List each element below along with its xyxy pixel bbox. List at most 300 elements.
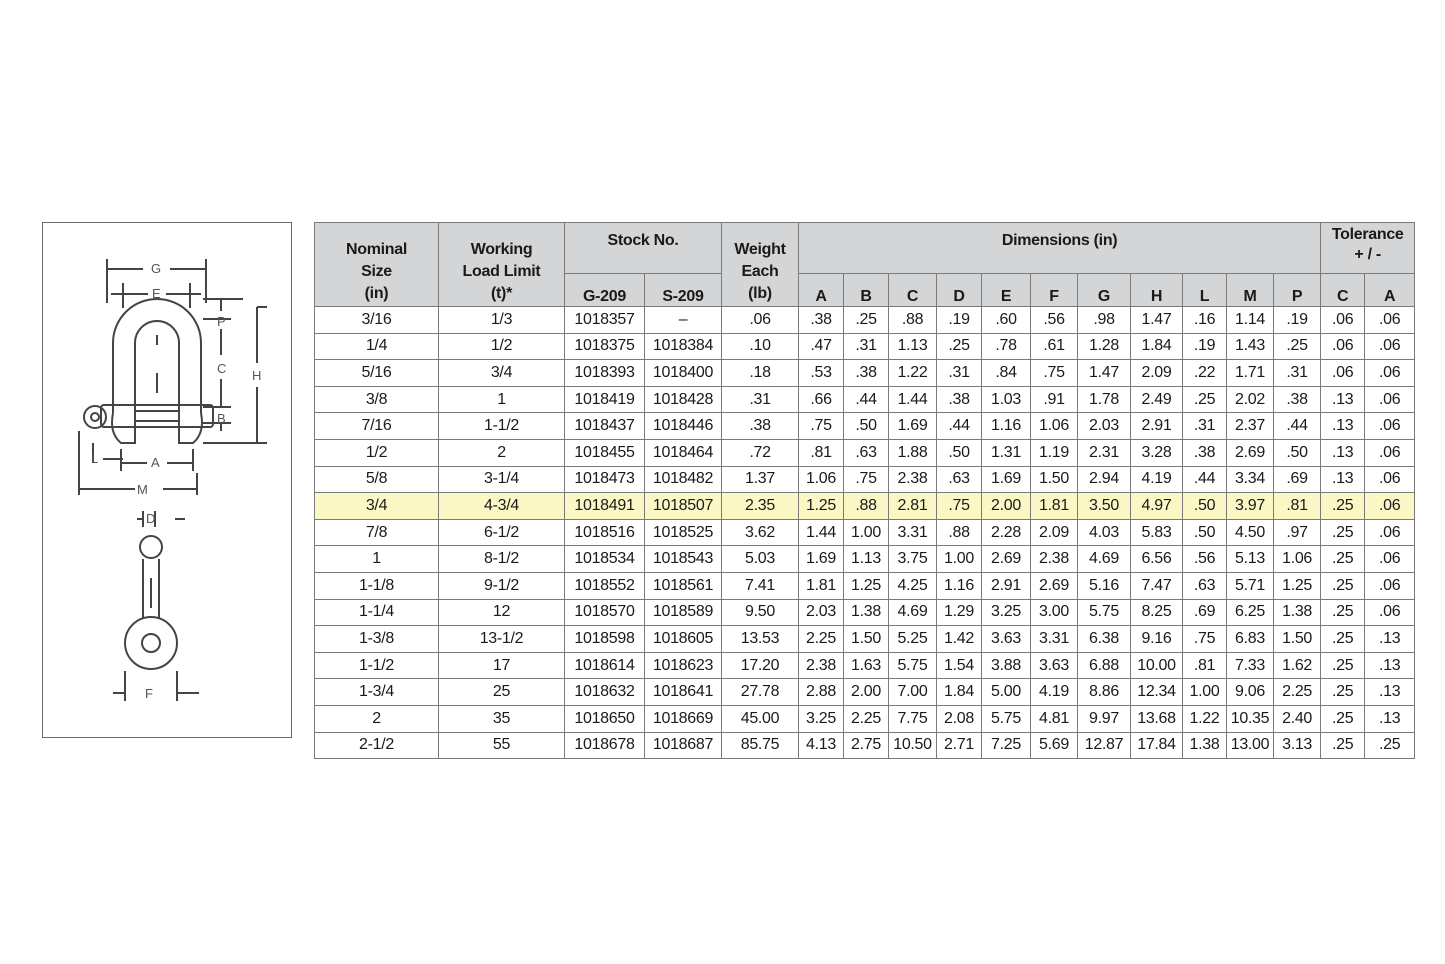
cell-dim-p: 1.06 [1274, 546, 1321, 573]
cell-dim-l: .44 [1183, 466, 1227, 493]
cell-dim-h: 12.34 [1131, 679, 1183, 706]
cell-g209: 1018516 [565, 519, 645, 546]
cell-dim-g: 6.88 [1078, 652, 1131, 679]
cell-dim-m: 1.43 [1227, 333, 1274, 360]
diagram-label-e: E [152, 286, 161, 301]
cell-dim-m: 5.13 [1227, 546, 1274, 573]
cell-dim-d: 1.00 [937, 546, 982, 573]
cell-dim-c: 7.00 [889, 679, 937, 706]
header-nominal-size-line3: (in) [364, 285, 389, 302]
cell-wll: 1-1/2 [439, 413, 565, 440]
cell-dim-g: 1.47 [1078, 360, 1131, 387]
cell-wll: 35 [439, 705, 565, 732]
cell-dim-a: 1.69 [799, 546, 844, 573]
cell-dim-h: 8.25 [1131, 599, 1183, 626]
cell-dim-h: 3.28 [1131, 439, 1183, 466]
cell-size: 5/8 [315, 466, 439, 493]
cell-dim-p: 1.62 [1274, 652, 1321, 679]
cell-wll: 6-1/2 [439, 519, 565, 546]
cell-dim-c: 4.69 [889, 599, 937, 626]
cell-dim-e: 3.88 [982, 652, 1031, 679]
diagram-label-d: D [146, 511, 156, 526]
table-row [315, 679, 1415, 706]
cell-dim-b: 1.25 [844, 572, 889, 599]
cell-dim-l: .19 [1183, 333, 1227, 360]
cell-dim-a: 2.03 [799, 599, 844, 626]
cell-dim-a: .53 [799, 360, 844, 387]
cell-dim-g: 2.31 [1078, 439, 1131, 466]
cell-dim-f: 1.81 [1031, 493, 1078, 520]
cell-weight: 45.00 [722, 705, 799, 732]
cell-dim-a: .81 [799, 439, 844, 466]
cell-s209: 1018428 [645, 386, 722, 413]
cell-dim-c: 1.13 [889, 333, 937, 360]
cell-wll: 13-1/2 [439, 626, 565, 653]
cell-dim-e: 2.00 [982, 493, 1031, 520]
cell-dim-h: 1.47 [1131, 307, 1183, 334]
cell-tol-a: .25 [1365, 732, 1415, 759]
cell-dim-e: 1.03 [982, 386, 1031, 413]
cell-tol-c: .25 [1321, 705, 1365, 732]
table-row [315, 626, 1415, 653]
header-nominal-size [315, 223, 439, 307]
cell-g209: 1018552 [565, 572, 645, 599]
cell-dim-h: 2.09 [1131, 360, 1183, 387]
cell-dim-b: .38 [844, 360, 889, 387]
header-dim-m: M [1227, 274, 1274, 307]
cell-dim-f: 3.00 [1031, 599, 1078, 626]
cell-dim-g: 4.03 [1078, 519, 1131, 546]
table-row [315, 439, 1415, 466]
cell-dim-m: 5.71 [1227, 572, 1274, 599]
cell-s209: 1018641 [645, 679, 722, 706]
cell-tol-a: .13 [1365, 679, 1415, 706]
cell-dim-p: .81 [1274, 493, 1321, 520]
cell-dim-f: 2.69 [1031, 572, 1078, 599]
header-dimensions: Dimensions (in) [799, 223, 1321, 274]
cell-weight: 27.78 [722, 679, 799, 706]
header-dim-g: G [1078, 274, 1131, 307]
cell-g209: 1018614 [565, 652, 645, 679]
cell-dim-d: 1.29 [937, 599, 982, 626]
cell-dim-c: 7.75 [889, 705, 937, 732]
cell-dim-p: 1.38 [1274, 599, 1321, 626]
cell-tol-c: .13 [1321, 466, 1365, 493]
cell-dim-e: .60 [982, 307, 1031, 334]
cell-size: 3/8 [315, 386, 439, 413]
cell-dim-g: .98 [1078, 307, 1131, 334]
cell-s209: 1018464 [645, 439, 722, 466]
cell-dim-h: 13.68 [1131, 705, 1183, 732]
cell-tol-c: .06 [1321, 307, 1365, 334]
cell-size: 7/8 [315, 519, 439, 546]
cell-tol-a: .13 [1365, 626, 1415, 653]
cell-tol-c: .25 [1321, 519, 1365, 546]
cell-g209: 1018357 [565, 307, 645, 334]
cell-dim-b: .25 [844, 307, 889, 334]
cell-dim-l: .22 [1183, 360, 1227, 387]
cell-g209: 1018455 [565, 439, 645, 466]
cell-dim-a: 2.25 [799, 626, 844, 653]
header-g209: G-209 [565, 274, 645, 307]
cell-dim-a: 1.81 [799, 572, 844, 599]
cell-dim-m: 1.71 [1227, 360, 1274, 387]
cell-tol-a: .13 [1365, 705, 1415, 732]
cell-s209: – [645, 307, 722, 334]
cell-wll: 1/2 [439, 333, 565, 360]
cell-dim-e: 7.25 [982, 732, 1031, 759]
cell-dim-l: .75 [1183, 626, 1227, 653]
cell-dim-e: 5.75 [982, 705, 1031, 732]
cell-dim-h: 2.49 [1131, 386, 1183, 413]
header-weight-line3: (lb) [748, 285, 772, 302]
diagram-label-p: P [217, 314, 226, 329]
cell-size: 1-1/8 [315, 572, 439, 599]
cell-tol-c: .25 [1321, 572, 1365, 599]
cell-dim-e: 1.31 [982, 439, 1031, 466]
cell-wll: 4-3/4 [439, 493, 565, 520]
header-stock-no: Stock No. [565, 223, 722, 274]
cell-dim-d: 1.42 [937, 626, 982, 653]
header-s209: S-209 [645, 274, 722, 307]
cell-weight: .18 [722, 360, 799, 387]
table-row [315, 599, 1415, 626]
cell-size: 5/16 [315, 360, 439, 387]
cell-weight: 85.75 [722, 732, 799, 759]
cell-dim-g: 12.87 [1078, 732, 1131, 759]
cell-g209: 1018534 [565, 546, 645, 573]
cell-dim-m: 1.14 [1227, 307, 1274, 334]
cell-dim-d: .44 [937, 413, 982, 440]
cell-dim-h: 4.19 [1131, 466, 1183, 493]
cell-dim-p: 3.13 [1274, 732, 1321, 759]
cell-dim-a: .38 [799, 307, 844, 334]
cell-dim-d: 2.71 [937, 732, 982, 759]
header-dim-b: B [844, 274, 889, 307]
cell-s209: 1018669 [645, 705, 722, 732]
cell-s209: 1018543 [645, 546, 722, 573]
table-row [315, 493, 1415, 520]
cell-dim-g: 9.97 [1078, 705, 1131, 732]
cell-g209: 1018375 [565, 333, 645, 360]
cell-s209: 1018525 [645, 519, 722, 546]
header-weight-each [722, 223, 799, 307]
cell-weight: .06 [722, 307, 799, 334]
cell-dim-h: 10.00 [1131, 652, 1183, 679]
cell-wll: 2 [439, 439, 565, 466]
cell-dim-f: .91 [1031, 386, 1078, 413]
diagram-label-m: M [137, 482, 148, 497]
header-dim-l: L [1183, 274, 1227, 307]
header-dim-f: F [1031, 274, 1078, 307]
cell-tol-a: .06 [1365, 413, 1415, 440]
cell-dim-c: 2.81 [889, 493, 937, 520]
cell-tol-c: .13 [1321, 386, 1365, 413]
cell-dim-c: 3.75 [889, 546, 937, 573]
cell-tol-a: .06 [1365, 493, 1415, 520]
cell-wll: 9-1/2 [439, 572, 565, 599]
cell-dim-l: 1.22 [1183, 705, 1227, 732]
header-nominal-size-line2: Size [361, 263, 392, 280]
cell-tol-a: .13 [1365, 652, 1415, 679]
cell-dim-a: 2.88 [799, 679, 844, 706]
cell-dim-h: 2.91 [1131, 413, 1183, 440]
cell-g209: 1018650 [565, 705, 645, 732]
header-dim-p: P [1274, 274, 1321, 307]
cell-dim-e: 1.69 [982, 466, 1031, 493]
cell-tol-c: .25 [1321, 493, 1365, 520]
cell-dim-c: 1.44 [889, 386, 937, 413]
cell-dim-l: .63 [1183, 572, 1227, 599]
cell-dim-c: .88 [889, 307, 937, 334]
table-row [315, 519, 1415, 546]
cell-g209: 1018678 [565, 732, 645, 759]
cell-dim-f: 2.38 [1031, 546, 1078, 573]
spec-table-body [315, 307, 1415, 759]
shackle-drawing [43, 223, 293, 739]
table-row [315, 360, 1415, 387]
cell-dim-g: 5.75 [1078, 599, 1131, 626]
cell-dim-g: 1.78 [1078, 386, 1131, 413]
cell-tol-a: .06 [1365, 360, 1415, 387]
header-dim-c: C [889, 274, 937, 307]
cell-dim-a: .75 [799, 413, 844, 440]
cell-dim-h: 1.84 [1131, 333, 1183, 360]
header-dim-d: D [937, 274, 982, 307]
cell-wll: 55 [439, 732, 565, 759]
cell-g209: 1018419 [565, 386, 645, 413]
cell-dim-f: 3.63 [1031, 652, 1078, 679]
cell-dim-p: 1.50 [1274, 626, 1321, 653]
diagram-label-c: C [217, 361, 227, 376]
diagram-label-b: B [217, 411, 226, 426]
cell-tol-c: .06 [1321, 360, 1365, 387]
cell-wll: 8-1/2 [439, 546, 565, 573]
cell-dim-h: 17.84 [1131, 732, 1183, 759]
cell-g209: 1018570 [565, 599, 645, 626]
cell-dim-b: .50 [844, 413, 889, 440]
shackle-spec-table [314, 222, 1415, 759]
cell-dim-a: 2.38 [799, 652, 844, 679]
cell-dim-g: 5.16 [1078, 572, 1131, 599]
cell-tol-a: .06 [1365, 333, 1415, 360]
cell-dim-e: 3.63 [982, 626, 1031, 653]
cell-dim-c: 5.25 [889, 626, 937, 653]
cell-size: 1-3/4 [315, 679, 439, 706]
cell-dim-p: 2.25 [1274, 679, 1321, 706]
cell-dim-p: .31 [1274, 360, 1321, 387]
cell-g209: 1018598 [565, 626, 645, 653]
cell-dim-g: 1.28 [1078, 333, 1131, 360]
cell-wll: 1 [439, 386, 565, 413]
cell-g209: 1018437 [565, 413, 645, 440]
cell-dim-a: 1.25 [799, 493, 844, 520]
table-row [315, 307, 1415, 334]
cell-dim-b: .75 [844, 466, 889, 493]
cell-dim-l: .25 [1183, 386, 1227, 413]
cell-tol-a: .06 [1365, 466, 1415, 493]
cell-dim-c: 10.50 [889, 732, 937, 759]
cell-weight: 3.62 [722, 519, 799, 546]
cell-dim-l: .81 [1183, 652, 1227, 679]
cell-dim-p: 2.40 [1274, 705, 1321, 732]
cell-tol-a: .06 [1365, 546, 1415, 573]
cell-dim-b: 2.75 [844, 732, 889, 759]
cell-dim-d: .25 [937, 333, 982, 360]
cell-s209: 1018400 [645, 360, 722, 387]
cell-dim-m: 6.25 [1227, 599, 1274, 626]
cell-dim-e: 3.25 [982, 599, 1031, 626]
cell-dim-f: 1.06 [1031, 413, 1078, 440]
cell-dim-p: .97 [1274, 519, 1321, 546]
cell-dim-b: 1.38 [844, 599, 889, 626]
cell-size: 1/4 [315, 333, 439, 360]
cell-weight: .38 [722, 413, 799, 440]
cell-dim-e: .84 [982, 360, 1031, 387]
cell-dim-f: 3.31 [1031, 626, 1078, 653]
cell-dim-d: 1.54 [937, 652, 982, 679]
header-tol-a: A [1365, 274, 1415, 307]
cell-wll: 1/3 [439, 307, 565, 334]
cell-dim-a: .66 [799, 386, 844, 413]
cell-tol-a: .06 [1365, 599, 1415, 626]
cell-s209: 1018589 [645, 599, 722, 626]
cell-dim-p: .69 [1274, 466, 1321, 493]
cell-dim-g: 3.50 [1078, 493, 1131, 520]
cell-dim-p: .50 [1274, 439, 1321, 466]
cell-dim-l: .38 [1183, 439, 1227, 466]
header-wll-line1: Working [470, 241, 533, 258]
cell-weight: 7.41 [722, 572, 799, 599]
cell-dim-m: 4.50 [1227, 519, 1274, 546]
cell-s209: 1018507 [645, 493, 722, 520]
cell-tol-a: .06 [1365, 439, 1415, 466]
cell-dim-a: 1.44 [799, 519, 844, 546]
cell-dim-m: 13.00 [1227, 732, 1274, 759]
header-wll-line3: (t)* [490, 285, 512, 302]
cell-dim-e: .78 [982, 333, 1031, 360]
cell-tol-c: .25 [1321, 732, 1365, 759]
cell-dim-l: 1.00 [1183, 679, 1227, 706]
cell-dim-d: 1.16 [937, 572, 982, 599]
cell-dim-d: .50 [937, 439, 982, 466]
cell-dim-h: 6.56 [1131, 546, 1183, 573]
cell-tol-c: .13 [1321, 413, 1365, 440]
cell-dim-b: .88 [844, 493, 889, 520]
cell-tol-c: .25 [1321, 546, 1365, 573]
cell-dim-h: 9.16 [1131, 626, 1183, 653]
table-row [315, 546, 1415, 573]
cell-s209: 1018482 [645, 466, 722, 493]
cell-dim-d: .88 [937, 519, 982, 546]
cell-size: 3/16 [315, 307, 439, 334]
cell-tol-a: .06 [1365, 572, 1415, 599]
cell-size: 2-1/2 [315, 732, 439, 759]
cell-s209: 1018384 [645, 333, 722, 360]
cell-wll: 25 [439, 679, 565, 706]
cell-dim-l: .50 [1183, 493, 1227, 520]
cell-tol-c: .25 [1321, 599, 1365, 626]
cell-g209: 1018632 [565, 679, 645, 706]
cell-weight: .10 [722, 333, 799, 360]
cell-dim-f: 1.50 [1031, 466, 1078, 493]
cell-dim-m: 2.02 [1227, 386, 1274, 413]
cell-dim-b: 1.50 [844, 626, 889, 653]
shackle-diagram [42, 222, 292, 738]
cell-dim-c: 1.22 [889, 360, 937, 387]
cell-dim-h: 7.47 [1131, 572, 1183, 599]
cell-g209: 1018491 [565, 493, 645, 520]
header-dim-e: E [982, 274, 1031, 307]
diagram-label-l: L [91, 451, 99, 466]
cell-dim-d: .19 [937, 307, 982, 334]
cell-s209: 1018561 [645, 572, 722, 599]
cell-s209: 1018687 [645, 732, 722, 759]
cell-dim-g: 2.03 [1078, 413, 1131, 440]
cell-dim-b: 1.13 [844, 546, 889, 573]
cell-tol-c: .25 [1321, 626, 1365, 653]
cell-dim-b: 2.00 [844, 679, 889, 706]
cell-dim-b: .63 [844, 439, 889, 466]
cell-dim-m: 10.35 [1227, 705, 1274, 732]
cell-weight: 9.50 [722, 599, 799, 626]
cell-dim-p: .25 [1274, 333, 1321, 360]
cell-dim-m: 9.06 [1227, 679, 1274, 706]
cell-s209: 1018623 [645, 652, 722, 679]
cell-dim-b: .31 [844, 333, 889, 360]
diagram-label-a: A [151, 455, 160, 470]
cell-dim-c: 3.31 [889, 519, 937, 546]
cell-dim-c: 2.38 [889, 466, 937, 493]
cell-weight: 17.20 [722, 652, 799, 679]
cell-dim-f: 5.69 [1031, 732, 1078, 759]
header-working-load-limit [439, 223, 565, 307]
cell-tol-a: .06 [1365, 307, 1415, 334]
cell-dim-f: .61 [1031, 333, 1078, 360]
cell-dim-c: 1.69 [889, 413, 937, 440]
cell-dim-m: 7.33 [1227, 652, 1274, 679]
table-row [315, 705, 1415, 732]
cell-dim-d: .38 [937, 386, 982, 413]
table-row [315, 333, 1415, 360]
cell-dim-d: .63 [937, 466, 982, 493]
cell-s209: 1018446 [645, 413, 722, 440]
cell-dim-l: .56 [1183, 546, 1227, 573]
cell-weight: 5.03 [722, 546, 799, 573]
cell-dim-d: .75 [937, 493, 982, 520]
cell-dim-f: .75 [1031, 360, 1078, 387]
cell-dim-f: 4.19 [1031, 679, 1078, 706]
cell-size: 1 [315, 546, 439, 573]
cell-dim-d: 1.84 [937, 679, 982, 706]
cell-dim-g: 8.86 [1078, 679, 1131, 706]
cell-weight: .31 [722, 386, 799, 413]
cell-dim-m: 3.97 [1227, 493, 1274, 520]
cell-dim-d: 2.08 [937, 705, 982, 732]
table-row [315, 732, 1415, 759]
header-tolerance [1321, 223, 1415, 274]
header-wll-line2: Load Limit [462, 263, 541, 280]
table-row [315, 413, 1415, 440]
header-weight-line1: Weight [734, 241, 786, 258]
cell-dim-e: 1.16 [982, 413, 1031, 440]
cell-dim-f: .56 [1031, 307, 1078, 334]
cell-dim-e: 2.28 [982, 519, 1031, 546]
cell-dim-l: .31 [1183, 413, 1227, 440]
cell-weight: 1.37 [722, 466, 799, 493]
cell-dim-g: 2.94 [1078, 466, 1131, 493]
cell-dim-m: 2.37 [1227, 413, 1274, 440]
